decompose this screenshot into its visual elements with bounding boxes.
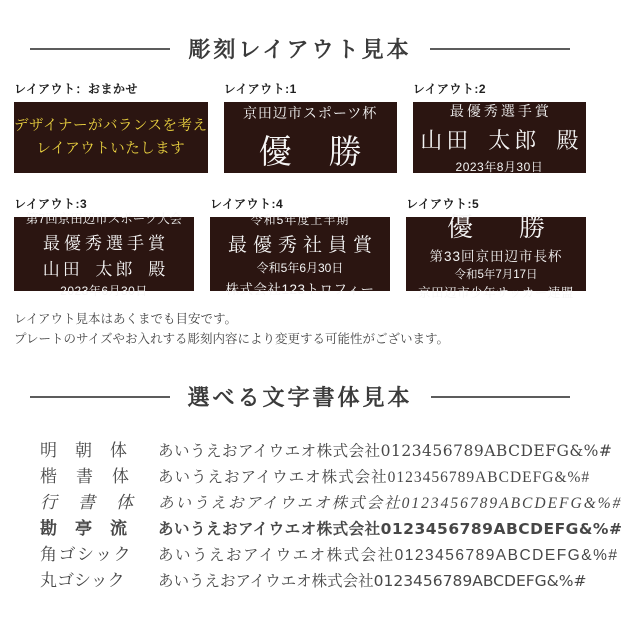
plate-text-line: デザイナーがバランスを考え [14, 118, 208, 135]
font-name: 丸ゴシック [40, 571, 125, 591]
plate-text-line: 第7回京田辺市スポーツ大会 [25, 212, 183, 226]
engraving-plate-omakase [14, 102, 208, 173]
font-sample-text: あいうえおアイウエオ株式会社0123456789ABCDEFG&%# [158, 572, 587, 590]
font-sample-text: あいうえおアイウエオ株式会社0123456789ABCDEFG&%# [158, 442, 613, 460]
plate-text-line: 優 勝 [258, 132, 364, 170]
font-row-kaku-gothic [40, 540, 619, 566]
font-sample-text: あいうえおアイウエオ株式会社0123456789ABCDEFG&%# [158, 495, 622, 512]
engraving-plate-3 [14, 212, 194, 298]
engraving-section-header [0, 33, 600, 64]
font-name: 角ゴシック [40, 545, 133, 564]
font-section-header [0, 381, 600, 412]
plate-text-line: 京田辺市スポーツ杯 [242, 104, 378, 121]
font-sample-text: あいうえおアイウエオ株式会社0123456789ABCDEFG&%# [158, 520, 622, 538]
font-row-maru-gothic [40, 566, 590, 592]
font-section-title: 選べる文字書体見本 [187, 385, 413, 410]
font-row-gyosho [40, 488, 622, 514]
note-line: プレートのサイズやお入れする彫刻内容により変更する可能性がございます。 [14, 332, 450, 346]
engraving-section-title: 彫刻レイアウト見本 [188, 37, 412, 62]
plate-text-line: 優 勝 [446, 212, 555, 242]
plates-row-2 [0, 195, 600, 300]
plate-text-line: 2023年8月30日 [455, 159, 544, 174]
layout-sample-3 [14, 195, 194, 298]
layout-notes [0, 309, 600, 349]
layout-label-4: レイアウト:4 [210, 197, 284, 211]
divider-line [430, 48, 570, 50]
engraving-plate-5 [406, 212, 586, 300]
plate-text-line: 京田辺市少年サッカー連盟 [418, 286, 574, 300]
note-line: レイアウト見本はあくまでも目安です。 [14, 312, 238, 326]
plates-row-1 [0, 80, 600, 173]
layout-sample-2 [413, 80, 586, 173]
font-name: 行 書 体 [40, 493, 135, 512]
layout-label-1: レイアウト:1 [223, 82, 297, 96]
layout-sample-omakase [14, 80, 208, 173]
divider-line [431, 396, 571, 398]
plate-text-line: レイアウトいたします [36, 140, 186, 157]
plate-text-line: 令和5年6月30日 [256, 260, 344, 275]
font-row-kanteiryu [40, 514, 622, 540]
divider-line [30, 396, 170, 398]
plate-text-line: 山田 太郎 殿 [42, 260, 169, 279]
plate-text-line: 2023年6月30日 [60, 284, 148, 298]
divider-line [30, 48, 170, 50]
font-sample-text: あいうえおアイウエオ株式会社0123456789ABCDEFG&%# [158, 547, 619, 564]
layout-label-3: レイアウト:3 [14, 197, 88, 211]
engraving-plate-4 [210, 212, 390, 297]
page [0, 33, 622, 592]
plate-text-line: 最優秀選手賞 [449, 102, 552, 119]
engraving-plate-2 [413, 102, 586, 173]
plate-text-line: 山田 太郎 殿 [420, 127, 583, 153]
layout-sample-1 [224, 80, 397, 173]
plate-text-line: 最優秀選手賞 [43, 234, 169, 253]
layout-sample-5 [406, 195, 586, 300]
font-row-mincho [40, 436, 613, 462]
font-name: 楷 書 体 [40, 467, 130, 486]
plate-text-line: 最優秀社員賞 [227, 234, 378, 256]
font-name: 明 朝 体 [40, 441, 128, 461]
font-sample-table [0, 436, 622, 592]
plate-text-line: 令和5年7月17日 [454, 269, 538, 281]
layout-label-omakase: レイアウト：おまかせ [14, 82, 139, 96]
plate-text-line: 株式会社123トロフィー [225, 281, 375, 297]
font-name: 勘 亭 流 [40, 519, 128, 539]
font-row-kaisho [40, 462, 590, 488]
layout-sample-4 [210, 195, 390, 297]
font-sample-text: あいうえおアイウエオ株式会社0123456789ABCDEFG&%# [158, 469, 591, 486]
plate-text-line: 令和5年度上半期 [250, 212, 350, 227]
layout-label-2: レイアウト:2 [412, 82, 486, 96]
engraving-plate-1 [224, 102, 397, 173]
layout-label-5: レイアウト:5 [406, 197, 480, 211]
plate-text-line: 第33回京田辺市長杯 [429, 249, 563, 264]
